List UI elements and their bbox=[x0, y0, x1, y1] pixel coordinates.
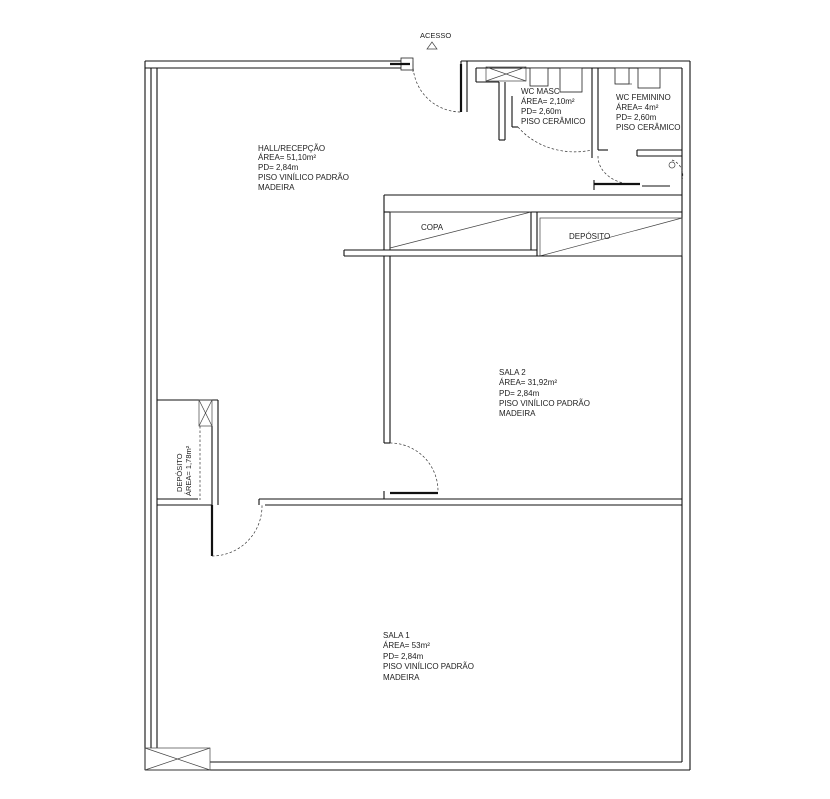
deposito-top-label: DEPÓSITO bbox=[569, 232, 611, 241]
svg-text:MADEIRA: MADEIRA bbox=[499, 409, 536, 418]
wc-masc-label bbox=[521, 87, 585, 126]
access-label: ACESSO bbox=[420, 31, 452, 40]
svg-text:PD= 2,60m: PD= 2,60m bbox=[521, 107, 562, 116]
svg-text:PISO VINÍLICO PADRÃO: PISO VINÍLICO PADRÃO bbox=[499, 399, 590, 408]
svg-text:WC MASC: WC MASC bbox=[521, 87, 560, 96]
svg-text:ÁREA= 2,10m²: ÁREA= 2,10m² bbox=[521, 97, 575, 106]
svg-text:PISO VINÍLICO PADRÃO: PISO VINÍLICO PADRÃO bbox=[383, 662, 474, 671]
svg-text:ÁREA= 1,78m²: ÁREA= 1,78m² bbox=[184, 445, 193, 496]
access-arrow-icon bbox=[427, 42, 437, 49]
svg-text:PD= 2,60m: PD= 2,60m bbox=[616, 113, 657, 122]
svg-text:ÁREA= 4m²: ÁREA= 4m² bbox=[616, 103, 659, 112]
svg-text:PD= 2,84m: PD= 2,84m bbox=[383, 652, 424, 661]
svg-text:PISO CERÂMICO: PISO CERÂMICO bbox=[616, 123, 681, 132]
svg-text:PD= 2,84m: PD= 2,84m bbox=[258, 163, 299, 172]
left-deposito-walls bbox=[157, 400, 262, 556]
copa-label: COPA bbox=[421, 223, 444, 232]
svg-text:MADEIRA: MADEIRA bbox=[383, 673, 420, 682]
sala1-label bbox=[383, 631, 474, 682]
svg-text:ÁREA= 31,92m²: ÁREA= 31,92m² bbox=[499, 378, 558, 387]
svg-text:PD= 2,84m: PD= 2,84m bbox=[499, 389, 540, 398]
svg-text:MADEIRA: MADEIRA bbox=[258, 183, 295, 192]
svg-text:SALA 1: SALA 1 bbox=[383, 631, 410, 640]
svg-text:DEPÓSITO: DEPÓSITO bbox=[175, 453, 184, 492]
sala2-walls bbox=[259, 256, 682, 505]
svg-text:PISO CERÂMICO: PISO CERÂMICO bbox=[521, 117, 586, 126]
deposito-left-label bbox=[175, 445, 193, 496]
svg-text:WC FEMININO: WC FEMININO bbox=[616, 93, 671, 102]
wc-fem-label bbox=[616, 93, 680, 132]
hall-label bbox=[258, 144, 349, 192]
svg-text:ÁREA= 53m²: ÁREA= 53m² bbox=[383, 641, 430, 650]
entrance-door bbox=[413, 61, 461, 112]
svg-text:ÁREA= 51,10m²: ÁREA= 51,10m² bbox=[258, 153, 317, 162]
svg-text:HALL/RECEPÇÃO: HALL/RECEPÇÃO bbox=[258, 144, 326, 153]
sala2-label bbox=[499, 368, 590, 418]
copa-deposito-walls bbox=[344, 195, 682, 256]
svg-text:SALA 2: SALA 2 bbox=[499, 368, 526, 377]
svg-text:PISO VINÍLICO PADRÃO: PISO VINÍLICO PADRÃO bbox=[258, 173, 349, 182]
